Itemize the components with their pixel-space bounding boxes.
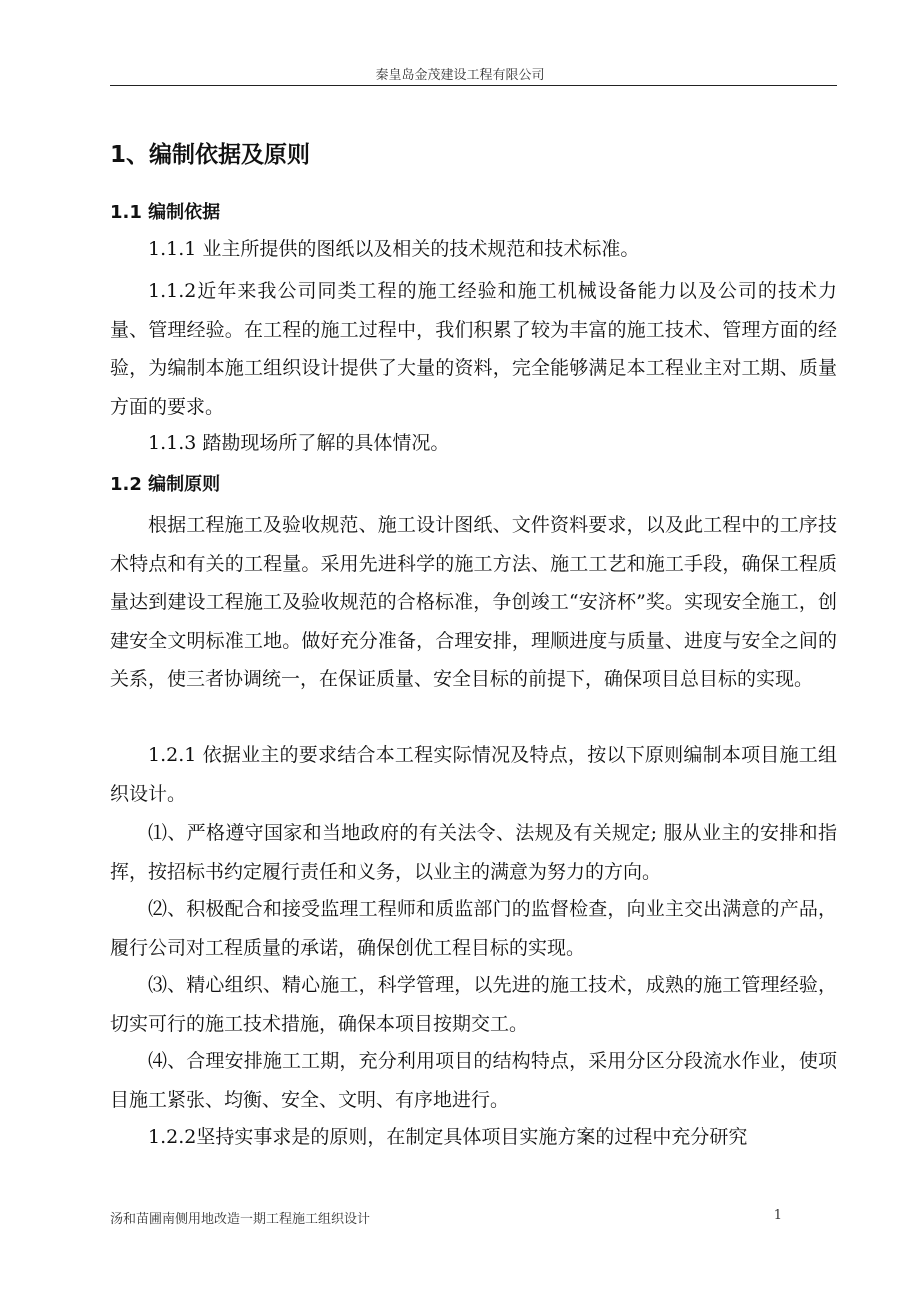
subsection-heading-basis: 1.1 编制依据: [110, 202, 221, 223]
paragraph-1-2-2: 1.2.2坚持实事求是的原则，在制定具体项目实施方案的过程中充分研究: [148, 1126, 748, 1148]
paragraph-principle-2: ⑵、积极配合和接受监理工程师和质监部门的监督检查，向业主交出满意的产品，履行公司对工程质量的承诺，确保创优工程目标的实现。: [110, 898, 837, 959]
paragraph-1-1-3: 1.1.3 踏勘现场所了解的具体情况。: [148, 432, 450, 454]
paragraph-1-1-1: 1.1.1 业主所提供的图纸以及相关的技术规范和技术标准。: [148, 238, 640, 260]
paragraph-principles-intro: 根据工程施工及验收规范、施工设计图纸、文件资料要求，以及此工程中的工序技术特点和有关的工程量。采用先进科学的施工方法、施工工艺和施工手段，确保工程质量达到建设工程施工及验收规范的合格标准，争创竣工“安济杯”奖。实现安全施工，创建安全文明标准工地。做好充分准备，合理安排，理顺进度与质量、进度与安全之间的关系，使三者协调统一，在保证质量、安全目标的前提下，确保项目总目标的实现。: [110, 514, 837, 690]
paragraph-1-2-1: 1.2.1 依据业主的要求结合本工程实际情况及特点，按以下原则编制本项目施工组织设计。: [110, 744, 837, 805]
paragraph-principle-3: ⑶、精心组织、精心施工，科学管理，以先进的施工技术，成熟的施工管理经验，切实可行的施工技术措施，确保本项目按期交工。: [110, 974, 837, 1035]
paragraph-principle-4: ⑷、合理安排施工工期，充分利用项目的结构特点，采用分区分段流水作业，使项目施工紧张、均衡、安全、文明、有序地进行。: [110, 1050, 837, 1111]
section-heading: 1、编制依据及原则: [110, 142, 311, 168]
page-number: 1: [773, 1208, 782, 1223]
paragraph-principle-1: ⑴、严格遵守国家和当地政府的有关法令、法规及有关规定; 服从业主的安排和指挥，按招标书约定履行责任和义务，以业主的满意为努力的方向。: [110, 822, 837, 883]
subsection-heading-principles: 1.2 编制原则: [110, 474, 221, 495]
paragraph-1-1-2: 1.1.2近年来我公司同类工程的施工经验和施工机械设备能力以及公司的技术力量、管理经验。在工程的施工过程中，我们积累了较为丰富的施工技术、管理方面的经验，为编制本施工组织设计提供了大量的资料，完全能够满足本工程业主对工期、质量方面的要求。: [110, 280, 837, 418]
header-divider: [110, 85, 837, 86]
page-footer-doc-title: 汤和苗圃南侧用地改造一期工程施工组织设计: [110, 1212, 371, 1227]
page-header-company: 秦皇岛金茂建设工程有限公司: [375, 68, 545, 83]
